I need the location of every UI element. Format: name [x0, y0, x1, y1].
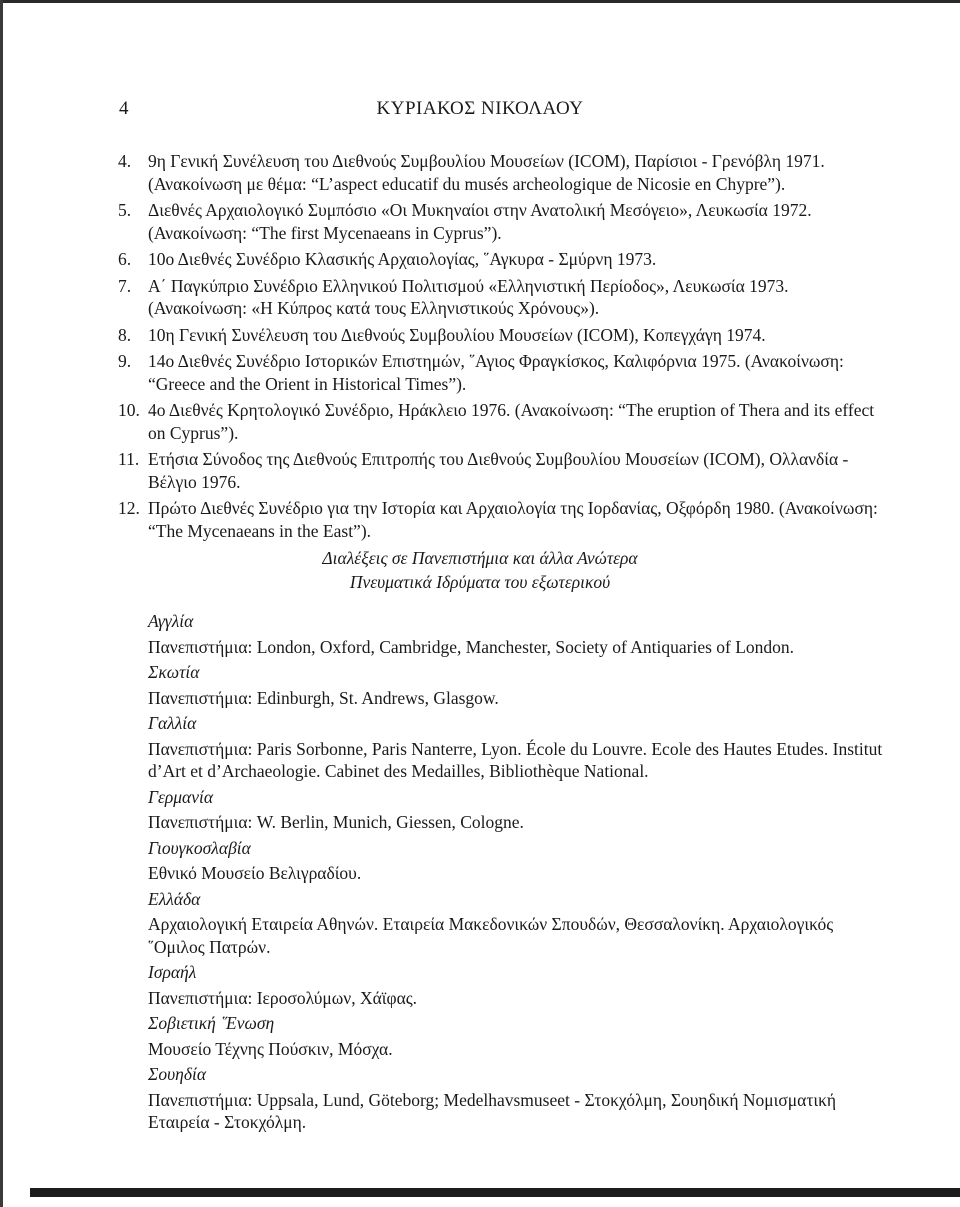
country-institutions: Πανεπιστήμια: Paris Sorbonne, Paris Nanterre, Lyon. École du Louvre. Ecole des Hautes Etudes. Institut d’Art et d’Archaeologie. Cabinet des Medailles, Bibliothèque National.: [148, 738, 883, 781]
country-name: Γιουγκοσλαβία: [148, 837, 251, 858]
section-title-line-1: Διαλέξεις σε Πανεπιστήμια και άλλα Ανώτερα: [322, 548, 638, 568]
list-item: [118, 448, 884, 493]
country-name: Ισραήλ: [148, 962, 197, 982]
list-item: [118, 497, 884, 542]
list-item: [118, 350, 884, 395]
scan-edge-bottom: [30, 1188, 960, 1197]
list-item: [118, 324, 884, 347]
item-number: 11.: [118, 449, 140, 469]
item-text: Α΄ Παγκύπριο Συνέδριο Ελληνικού Πολιτισμού «Ελληνιστική Περίοδος», Λευκωσία 1973. (Ανακοίνωση: «Η Κύπρος κατά τους Ελληνιστικούς Χρόνους»).: [148, 275, 789, 318]
item-number: 8.: [118, 324, 132, 345]
scan-edge-left: [0, 0, 3, 1207]
country-institutions: Πανεπιστήμια: W. Berlin, Munich, Giessen, Cologne.: [148, 812, 524, 832]
item-number: 5.: [118, 200, 132, 220]
item-text: 4ο Διεθνές Κρητολογικό Συνέδριο, Ηράκλειο 1976. (Ανακοίνωση: “The eruption of Thera and its effect on Cyprus”).: [148, 400, 875, 443]
country-institutions: Αρχαιολογική Εταιρεία Αθηνών. Εταιρεία Μακεδονικών Σπουδών, Θεσσαλονίκη. Αρχαιολογικός ῞Ομιλος Πατρών.: [148, 914, 834, 957]
scan-edge-top: [0, 0, 960, 3]
item-number: 6.: [118, 249, 132, 269]
country-name: Γαλλία: [148, 713, 197, 733]
item-text: 10η Γενική Συνέλευση του Διεθνούς Συμβουλίου Μουσείων (ICOM), Κοπεγχάγη 1974.: [148, 324, 766, 345]
item-text: 14ο Διεθνές Συνέδριο Ιστορικών Επιστημών, ῞Αγιος Φραγκίσκος, Καλιφόρνια 1975. (Ανακοίνωση: “Greece and the Orient in Historical Times”).: [148, 351, 844, 394]
list-item: [118, 248, 884, 271]
country-name: Σουηδία: [148, 1064, 207, 1084]
item-number: 7.: [118, 275, 132, 296]
country-institutions: Εθνικό Μουσείο Βελιγραδίου.: [148, 863, 362, 883]
page-header: [0, 98, 960, 126]
item-text: 10ο Διεθνές Συνέδριο Κλασικής Αρχαιολογίας, ῞Αγκυρα - Σμύρνη 1973.: [148, 249, 657, 269]
country-institutions: Πανεπιστήμια: London, Oxford, Cambridge, Manchester, Society of Antiquaries of London.: [148, 636, 795, 657]
item-number: 12.: [118, 498, 140, 518]
item-number: 10.: [118, 400, 140, 420]
section-title-line-2: Πνευματικά Ιδρύματα του εξωτερικού: [349, 572, 611, 592]
section-title: [0, 546, 960, 594]
country-name: Ελλάδα: [148, 888, 201, 909]
lecture-countries: [148, 610, 884, 1137]
country-institutions: Πανεπιστήμια: Ιεροσολύμων, Χάϊφας.: [148, 987, 418, 1008]
list-item: [118, 150, 884, 195]
country-name: Γερμανία: [148, 786, 214, 807]
country-institutions: Πανεπιστήμια: Uppsala, Lund, Göteborg; Medelhavsmuseet - Στοκχόλμη, Σουηδική Νομισματική Εταιρεία - Στοκχόλμη.: [148, 1089, 837, 1132]
page-number: 4: [119, 98, 129, 119]
country-name: Σκωτία: [148, 662, 200, 682]
conference-list: [118, 150, 884, 546]
country-name: Σοβιετική ῞Ενωση: [148, 1013, 275, 1033]
list-item: [118, 199, 884, 244]
list-item: [118, 275, 884, 320]
item-text: Πρώτο Διεθνές Συνέδριο για την Ιστορία και Αρχαιολογία της Ιορδανίας, Οξφόρδη 1980. (Ανακοίνωση: “The Mycenaeans in the East”).: [148, 498, 878, 541]
item-text: Ετήσια Σύνοδος της Διεθνούς Επιτροπής του Διεθνούς Συμβουλίου Μουσείων (ICOM), Ολλανδία - Βέλγιο 1976.: [148, 449, 849, 492]
item-number: 4.: [118, 151, 132, 171]
item-number: 9.: [118, 351, 132, 371]
running-head: ΚΥΡΙΑΚΟΣ ΝΙΚΟΛΑΟΥ: [376, 98, 584, 119]
item-text: Διεθνές Αρχαιολογικό Συμπόσιο «Οι Μυκηναίοι στην Ανατολική Μεσόγειο», Λευκωσία 1972. (Ανακοίνωση: “The first Mycenaeans in Cyprus”).: [148, 200, 812, 243]
list-item: [118, 399, 884, 444]
country-institutions: Μουσείο Τέχνης Πούσκιν, Μόσχα.: [148, 1038, 393, 1059]
item-text: 9η Γενική Συνέλευση του Διεθνούς Συμβουλίου Μουσείων (ICOM), Παρίσιοι - Γρενόβλη 1971. (Ανακοίνωση με θέμα: “L’aspect educatif du musés archeologique de Nicosie en Chypre”).: [148, 151, 825, 194]
country-name: Αγγλία: [148, 611, 194, 631]
country-institutions: Πανεπιστήμια: Edinburgh, St. Andrews, Glasgow.: [148, 687, 499, 708]
